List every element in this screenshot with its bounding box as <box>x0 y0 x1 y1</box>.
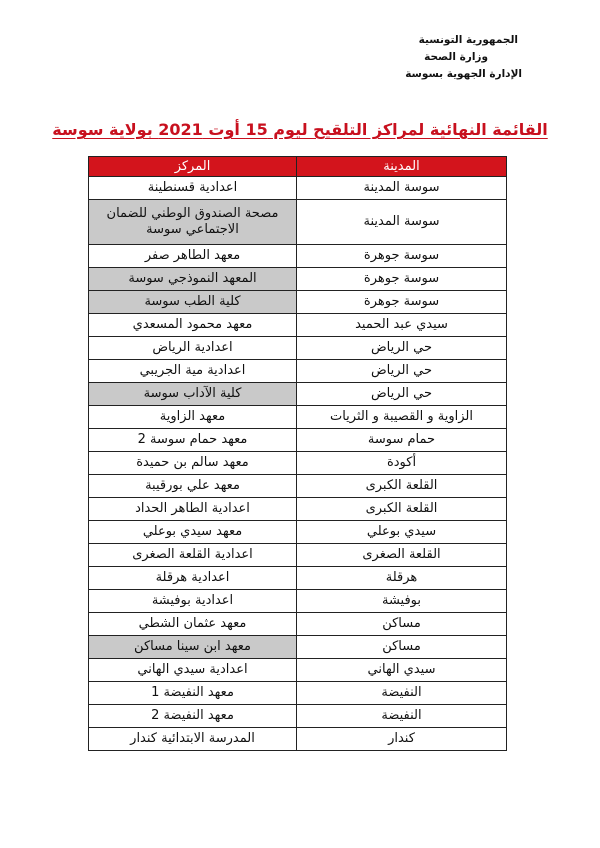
table-row <box>89 590 507 613</box>
cell-center: المعهد النموذجي سوسة <box>89 268 297 291</box>
cell-city: حي الرياض <box>297 337 507 360</box>
cell-city: سيدي بوعلي <box>297 521 507 544</box>
cell-city: الزاوية و القصيبة و الثريات <box>297 406 507 429</box>
cell-center: اعدادية قسنطينة <box>89 177 297 200</box>
cell-city: سوسة المدينة <box>297 200 507 245</box>
cell-center: معهد الزاوية <box>89 406 297 429</box>
letterhead-directorate: الإدارة الجهوية بسوسة <box>405 68 522 80</box>
cell-city: أكودة <box>297 452 507 475</box>
table-row <box>89 268 507 291</box>
cell-city: القلعة الكبرى <box>297 475 507 498</box>
cell-city: سوسة جوهرة <box>297 291 507 314</box>
table-row <box>89 360 507 383</box>
letterhead-republic: الجمهورية التونسية <box>418 34 518 46</box>
cell-center: معهد عثمان الشطي <box>89 613 297 636</box>
cell-city: سيدي عبد الحميد <box>297 314 507 337</box>
table-row <box>89 636 507 659</box>
cell-city: سوسة جوهرة <box>297 245 507 268</box>
header-center: المركز <box>89 157 297 177</box>
cell-city: القلعة الصغرى <box>297 544 507 567</box>
table-row <box>89 177 507 200</box>
cell-center: اعدادية هرقلة <box>89 567 297 590</box>
cell-center: معهد النفيضة 1 <box>89 682 297 705</box>
vaccination-centers-table <box>88 156 507 751</box>
cell-city: النفيضة <box>297 705 507 728</box>
cell-center: اعدادية مية الجريبي <box>89 360 297 383</box>
cell-center: معهد النفيضة 2 <box>89 705 297 728</box>
header-city: المدينة <box>297 157 507 177</box>
cell-city: حمام سوسة <box>297 429 507 452</box>
cell-city: حي الرياض <box>297 360 507 383</box>
cell-city: سوسة المدينة <box>297 177 507 200</box>
table-row <box>89 544 507 567</box>
cell-center: اعدادية سيدي الهاني <box>89 659 297 682</box>
table-row <box>89 337 507 360</box>
table-row <box>89 452 507 475</box>
table-row <box>89 682 507 705</box>
cell-center: معهد الطاهر صفر <box>89 245 297 268</box>
table-row <box>89 613 507 636</box>
cell-center: معهد حمام سوسة 2 <box>89 429 297 452</box>
table-body <box>89 177 507 751</box>
table-row <box>89 475 507 498</box>
table-row <box>89 498 507 521</box>
cell-center: اعدادية الطاهر الحداد <box>89 498 297 521</box>
table-row <box>89 383 507 406</box>
cell-center: اعدادية الرياض <box>89 337 297 360</box>
cell-center: معهد سالم بن حميدة <box>89 452 297 475</box>
document-title <box>0 120 600 139</box>
cell-center: اعدادية القلعة الصغرى <box>89 544 297 567</box>
table-row <box>89 429 507 452</box>
letterhead <box>405 32 522 83</box>
cell-center: معهد محمود المسعدي <box>89 314 297 337</box>
table-row <box>89 567 507 590</box>
letterhead-ministry: وزارة الصحة <box>424 51 488 63</box>
cell-center: معهد سيدي بوعلي <box>89 521 297 544</box>
table-row <box>89 521 507 544</box>
table-row <box>89 406 507 429</box>
table-row <box>89 659 507 682</box>
cell-center: كلية الآداب سوسة <box>89 383 297 406</box>
cell-city: النفيضة <box>297 682 507 705</box>
cell-city: القلعة الكبرى <box>297 498 507 521</box>
cell-city: سيدي الهاني <box>297 659 507 682</box>
table-row <box>89 705 507 728</box>
cell-city: مساكن <box>297 636 507 659</box>
cell-city: مساكن <box>297 613 507 636</box>
cell-center: مصحة الصندوق الوطني للضمان الاجتماعي سوسة <box>89 200 297 245</box>
cell-center: المدرسة الابتدائية كندار <box>89 728 297 751</box>
cell-city: بوفيشة <box>297 590 507 613</box>
cell-center: معهد علي بورقيبة <box>89 475 297 498</box>
table-header-row <box>89 157 507 177</box>
table-row <box>89 291 507 314</box>
table-row <box>89 314 507 337</box>
cell-city: حي الرياض <box>297 383 507 406</box>
table-row <box>89 200 507 245</box>
cell-center: معهد ابن سينا مساكن <box>89 636 297 659</box>
cell-center: كلية الطب سوسة <box>89 291 297 314</box>
cell-city: هرقلة <box>297 567 507 590</box>
table-row <box>89 728 507 751</box>
cell-city: سوسة جوهرة <box>297 268 507 291</box>
document-title-text: القائمة النهائية لمراكز التلقيح ليوم 15 أوت 2021 بولاية سوسة <box>52 120 548 139</box>
cell-city: كندار <box>297 728 507 751</box>
cell-center: اعدادية بوفيشة <box>89 590 297 613</box>
table-row <box>89 245 507 268</box>
